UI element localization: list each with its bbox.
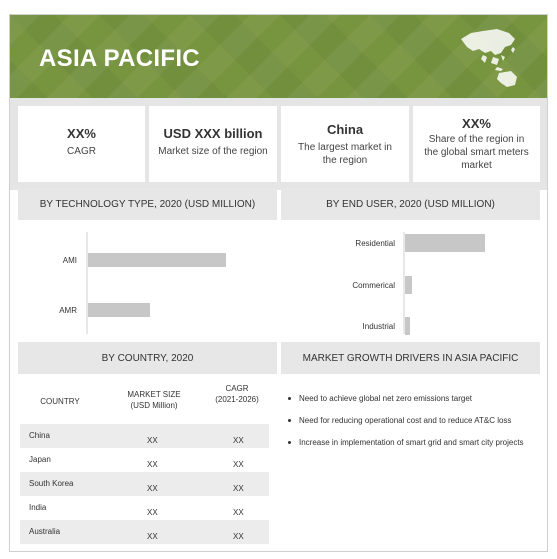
column-header-country: COUNTRY [40, 397, 80, 406]
end-user-tick-label: Industrial [362, 322, 395, 331]
kpi-value: XX% [67, 126, 96, 141]
region-banner [10, 15, 547, 98]
region-title: ASIA PACIFIC [39, 45, 200, 72]
drivers-header: MARKET GROWTH DRIVERS IN ASIA PACIFIC [281, 342, 540, 374]
technology-bar-ami [88, 253, 226, 267]
technology-tick-label: AMR [59, 306, 77, 315]
market-size-value: XX [147, 460, 158, 469]
kpi-label: Market size of the region [158, 146, 268, 157]
end-user-tick-label: Commerical [352, 281, 395, 290]
driver-item: Increase in implementation of smart grid and smart city projects [286, 436, 538, 450]
kpi-market-size [149, 106, 277, 182]
country-name: India [29, 503, 47, 512]
country-name: China [29, 431, 50, 440]
country-name: South Korea [29, 479, 74, 488]
asia-pacific-map-icon [457, 25, 521, 91]
kpi-label: CAGR [67, 146, 96, 157]
technology-tick-label: AMI [62, 256, 77, 265]
table-row [20, 496, 269, 520]
driver-item: Need for reducing operational cost and to reduce AT&C loss [286, 414, 538, 428]
end-user-bar-residential [405, 234, 485, 252]
kpi-share [413, 106, 540, 182]
technology-chart [18, 222, 277, 340]
market-size-value: XX [147, 436, 158, 445]
table-row [20, 472, 269, 496]
table-row [20, 520, 269, 544]
technology-header: BY TECHNOLOGY TYPE, 2020 (USD MILLION) [18, 188, 277, 220]
kpi-value: USD XXX billion [163, 126, 263, 141]
kpi-value: XX% [462, 116, 491, 131]
cagr-value: XX [233, 436, 244, 445]
country-header: BY COUNTRY, 2020 [18, 342, 277, 374]
kpi-label: The largest market in the region [298, 142, 392, 166]
end-user-bar-industrial [405, 317, 410, 335]
table-row [20, 448, 269, 472]
country-name: Japan [29, 455, 51, 464]
market-size-value: XX [147, 484, 158, 493]
kpi-largest-market [281, 106, 409, 182]
end-user-bar-commerical [405, 276, 412, 294]
technology-bar-amr [88, 303, 150, 317]
column-header-cagr: CAGR (2021-2026) [215, 384, 259, 404]
cagr-value: XX [233, 484, 244, 493]
column-header-market-size: MARKET SIZE (USD Million) [127, 390, 181, 410]
end-user-header: BY END USER, 2020 (USD MILLION) [281, 188, 540, 220]
cagr-value: XX [233, 460, 244, 469]
kpi-label: Share of the region in the global smart meters market [424, 134, 529, 171]
kpi-value: China [326, 122, 364, 137]
kpi-cagr [18, 106, 145, 182]
growth-drivers-list [286, 392, 538, 458]
end-user-chart-svg [281, 222, 540, 340]
market-size-value: XX [147, 508, 158, 517]
technology-chart-svg [18, 222, 277, 340]
market-size-value: XX [147, 532, 158, 541]
cagr-value: XX [233, 532, 244, 541]
cagr-value: XX [233, 508, 244, 517]
table-row [20, 424, 269, 448]
driver-item: Need to achieve global net zero emissions target [286, 392, 538, 406]
end-user-tick-label: Residential [355, 239, 395, 248]
end-user-chart [281, 222, 540, 340]
country-name: Australia [29, 527, 61, 536]
